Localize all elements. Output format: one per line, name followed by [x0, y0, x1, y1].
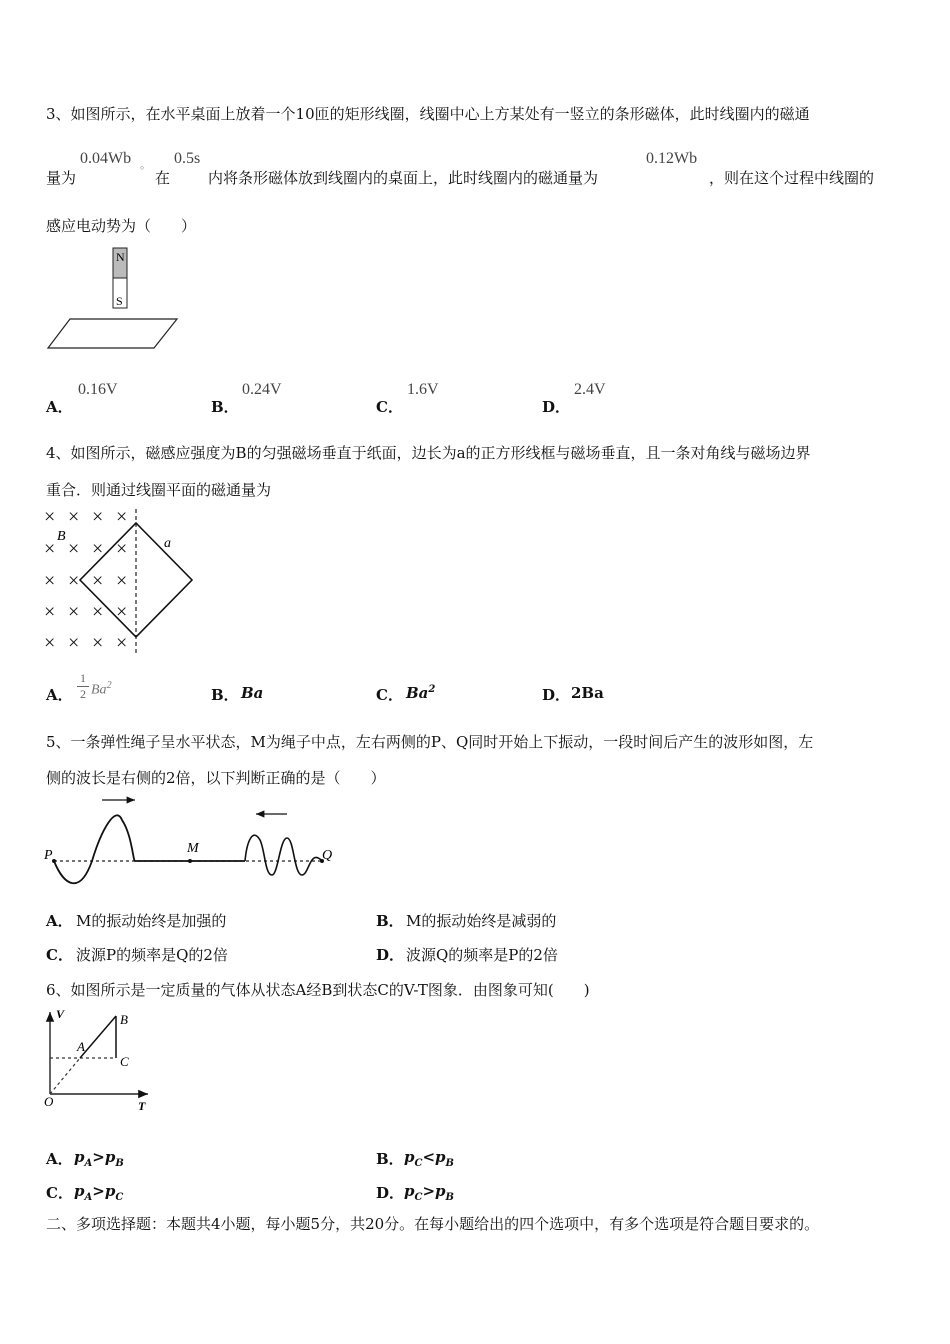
q4-option-a-label[interactable]: A． [46, 686, 73, 704]
q3-flux-initial: 0.04Wb [80, 150, 132, 167]
field-cross-4-3: × [116, 632, 128, 654]
q6-option-b-value: $p_C<p_B$ [404, 1148, 454, 1169]
label-m: M [187, 841, 199, 856]
origin-label: O [44, 1094, 54, 1109]
q6-option-b-label[interactable]: B． [376, 1150, 404, 1168]
q3-time: 0.5s [174, 150, 201, 167]
q4-stem-line1: 4、如图所示，磁感应强度为B的匀强磁场垂直于纸面，边长为a的正方形线框与磁场垂直，且一条对角线与磁场边界 [46, 444, 811, 462]
q4-figure [40, 505, 200, 655]
q5-option-d-value: 波源Q的频率是P的2倍 [406, 946, 558, 964]
q4-option-b-label[interactable]: B． [211, 686, 239, 704]
field-cross-2-2: × [92, 570, 104, 592]
q5-stem-line2: 侧的波长是右侧的2倍，以下判断正确的是（ ） [46, 769, 386, 787]
field-cross-2-1: × [68, 570, 80, 592]
q4-option-a-value: Ba$^2$ [91, 680, 112, 698]
process-ab [80, 1016, 116, 1058]
q6-option-a-label[interactable]: A． [46, 1150, 73, 1168]
point-p [52, 859, 56, 863]
state-b-label: B [120, 1012, 128, 1027]
q5-option-a-value: M的振动始终是加强的 [76, 912, 227, 930]
q3-stem-line2-a: 量为 [46, 169, 77, 187]
field-cross-3-2: × [92, 601, 104, 623]
q3-option-a-value: 0.16V [78, 381, 118, 398]
q3-option-d-value: 2.4V [574, 381, 606, 398]
fraction-numerator: 1 [80, 671, 86, 685]
q4-option-d-label[interactable]: D． [542, 686, 571, 704]
field-cross-0-0: × [44, 506, 56, 528]
field-b-label: B [57, 529, 66, 544]
q5-option-c-label[interactable]: C． [46, 946, 73, 964]
q3-stem-line2-c: 内将条形磁体放到线圈内的桌面上，此时线圈内的磁通量为 [208, 169, 599, 187]
q5-option-b-value: M的振动始终是减弱的 [406, 912, 557, 930]
field-cross-3-3: × [116, 601, 128, 623]
extension-dash [50, 1058, 80, 1094]
q3-stem-line2-b: 在 [155, 169, 171, 187]
magnet-n-label: N [116, 250, 125, 264]
left-wave [54, 815, 245, 883]
state-a-label: A [77, 1039, 85, 1054]
q3-option-b-value: 0.24V [242, 381, 282, 398]
q4-stem-line2: 重合．则通过线圈平面的磁通量为 [46, 481, 272, 499]
q3-option-d-label[interactable]: D． [542, 398, 571, 416]
field-cross-4-1: × [68, 632, 80, 654]
q6-stem-line1: 6、如图所示是一定质量的气体从状态A经B到状态C的V-T图象．由图象可知( ) [46, 981, 590, 999]
fraction-denominator: 2 [80, 687, 86, 701]
label-p: P [44, 848, 53, 863]
field-cross-4-0: × [44, 632, 56, 654]
q3-flux-final: 0.12Wb [646, 150, 698, 167]
field-cross-0-3: × [116, 506, 128, 528]
q5-option-c-value: 波源P的频率是Q的2倍 [76, 946, 228, 964]
q4-option-b-value: Ba [241, 684, 264, 702]
q3-period-mark: 。 [140, 158, 151, 171]
state-c-label: C [120, 1054, 129, 1069]
q5-option-a-label[interactable]: A． [46, 912, 73, 930]
q6-option-d-label[interactable]: D． [376, 1184, 405, 1202]
magnet-s-label: S [116, 294, 123, 308]
axis-v-label: V [56, 1007, 65, 1021]
axis-t-label: T [138, 1099, 146, 1113]
q3-option-c-value: 1.6V [407, 381, 439, 398]
field-cross-2-3: × [116, 570, 128, 592]
right-wave [245, 835, 322, 875]
q5-stem-line1: 5、一条弹性绳子呈水平状态，M为绳子中点，左右两侧的P、Q同时开始上下振动，一段时间后产生的波形如图，左 [46, 733, 814, 751]
field-cross-1-2: × [92, 538, 104, 560]
q5-option-b-label[interactable]: B． [376, 912, 404, 930]
field-cross-1-0: × [44, 538, 56, 560]
section-2-heading: 二、多项选择题：本题共4小题，每小题5分，共20分。在每小题给出的四个选项中，有多个选项是符合题目要求的。 [46, 1215, 820, 1233]
q3-option-a-label[interactable]: A． [46, 398, 73, 416]
q6-figure [44, 1006, 154, 1118]
q4-option-c-value: Ba$^2$ [406, 684, 436, 702]
q5-figure [40, 790, 340, 895]
q3-option-b-label[interactable]: B． [211, 398, 239, 416]
q4-option-c-label[interactable]: C． [376, 686, 403, 704]
side-a-label: a [164, 536, 171, 551]
q6-option-a-value: $p_A>p_B$ [74, 1148, 124, 1169]
field-cross-3-0: × [44, 601, 56, 623]
q3-stem-line2-d: ，则在这个过程中线圈的 [709, 169, 875, 187]
field-cross-1-1: × [68, 538, 80, 560]
q3-option-c-label[interactable]: C． [376, 398, 403, 416]
q3-figure [44, 246, 184, 356]
q6-option-d-value: $p_C>p_B$ [404, 1182, 454, 1203]
q3-stem-line3: 感应电动势为（ ） [46, 217, 197, 235]
coil-rectangle [48, 319, 177, 348]
field-cross-0-1: × [68, 506, 80, 528]
field-cross-3-1: × [68, 601, 80, 623]
q4-option-a-fraction [77, 671, 89, 702]
field-cross-0-2: × [92, 506, 104, 528]
q4-option-d-value: 2Ba [571, 684, 604, 702]
label-q: Q [322, 848, 333, 863]
field-cross-2-0: × [44, 570, 56, 592]
field-cross-1-3: × [116, 538, 128, 560]
q6-option-c-value: $p_A>p_C$ [74, 1182, 124, 1203]
field-cross-4-2: × [92, 632, 104, 654]
q3-stem-line1: 3、如图所示，在水平桌面上放着一个10匝的矩形线圈，线圈中心上方某处有一竖立的条形磁体，此时线圈内的磁通 [46, 105, 810, 123]
q5-option-d-label[interactable]: D． [376, 946, 405, 964]
point-m [188, 859, 192, 863]
q6-option-c-label[interactable]: C． [46, 1184, 73, 1202]
